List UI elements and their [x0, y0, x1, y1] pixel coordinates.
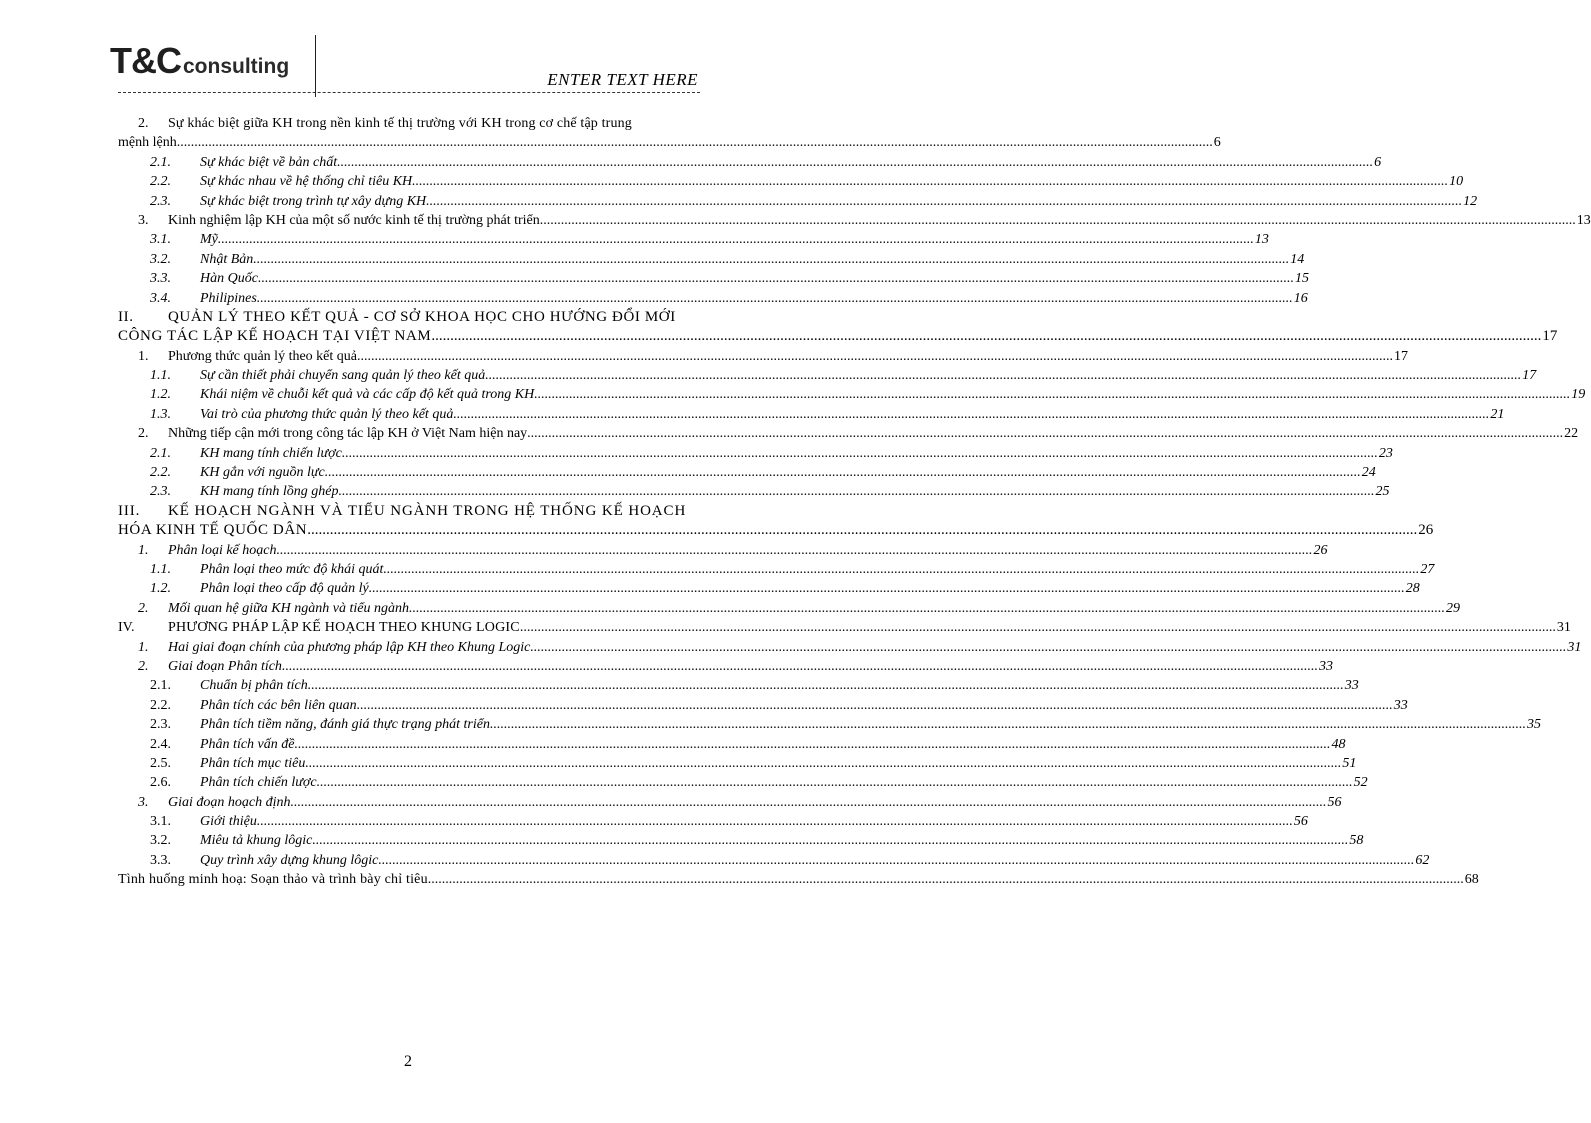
toc-entry-page: 16 [1293, 290, 1308, 306]
dot-leader [527, 424, 1563, 443]
toc-entry-title: Sự khác nhau về hệ thống chỉ tiêu KH [200, 174, 413, 190]
dot-leader [258, 269, 1294, 288]
toc-entry[interactable] [118, 308, 696, 327]
toc-entry-page: 17 [1522, 368, 1537, 384]
toc-entry-title: Giai đoạn Phân tích [168, 658, 282, 674]
toc-entry-title: Hàn Quốc [200, 271, 258, 287]
dot-leader [357, 347, 1393, 366]
toc-entry[interactable] [118, 831, 1364, 850]
toc-entry-continuation[interactable] [118, 133, 1221, 152]
dot-leader [490, 715, 1526, 734]
toc-entry[interactable] [118, 541, 1328, 560]
toc-entry-page: 52 [1353, 775, 1368, 791]
toc-entry-number: 1.1. [150, 561, 171, 577]
toc-entry-number: 2.3. [150, 717, 171, 733]
dot-leader [305, 754, 1341, 773]
dot-leader [276, 541, 1312, 560]
dot-leader [485, 366, 1521, 385]
toc-entry-continuation[interactable] [118, 521, 1434, 540]
toc-entry-page: 68 [1464, 872, 1479, 888]
dot-leader [412, 172, 1448, 191]
dot-leader [409, 599, 1445, 618]
toc-entry-number: 2. [138, 426, 149, 442]
header-dashed-rule [118, 92, 700, 93]
toc-entry-title: Phân loại kế hoạch [168, 542, 277, 558]
toc-entry-title: KH mang tính chiến lược [200, 445, 342, 461]
toc-entry-number: 3.2. [150, 251, 171, 267]
toc-entry-title: Philipines [200, 290, 257, 306]
dot-leader [317, 773, 1353, 792]
toc-entry[interactable] [118, 269, 1309, 288]
toc-entry-title: CÔNG TÁC LẬP KẾ HOẠCH TẠI VIỆT NAM [118, 328, 432, 345]
toc-entry-title: Mối quan hệ giữa KH ngành và tiểu ngành [168, 600, 409, 616]
toc-entry-number: 3.4. [150, 290, 171, 306]
toc-entry-number: 3. [138, 212, 149, 228]
toc-entry-page: 29 [1445, 600, 1460, 616]
toc-entry[interactable] [118, 211, 1591, 230]
toc-entry-title: QUẢN LÝ THEO KẾT QUẢ - CƠ SỞ KHOA HỌC CHO HƯỚNG ĐỔI MỚI [168, 308, 676, 325]
toc-entry-number: 2.4. [150, 736, 171, 752]
toc-entry[interactable] [118, 114, 696, 133]
toc-entry[interactable] [118, 754, 1357, 773]
dot-leader [428, 870, 1464, 889]
toc-entry-number: 2.3. [150, 484, 171, 500]
toc-entry-page: 15 [1294, 271, 1309, 287]
toc-entry-title: Những tiếp cận mới trong công tác lập KH ở Việt Nam hiện nay [168, 426, 528, 442]
toc-entry-page: 13 [1254, 232, 1269, 248]
toc-entry-title: mệnh lệnh [118, 135, 177, 151]
company-logo [110, 40, 289, 82]
toc-entry-page: 33 [1344, 678, 1359, 694]
dot-leader [520, 618, 1556, 637]
toc-entry-title: Sự khác biệt về bản chất [200, 154, 338, 170]
toc-entry-title: KH gắn với nguồn lực [200, 465, 325, 481]
toc-entry-page: 6 [1374, 154, 1382, 170]
toc-entry-number: 2. [138, 600, 149, 616]
toc-entry[interactable] [118, 793, 1342, 812]
toc-entry-page: 17 [1394, 348, 1408, 364]
toc-entry-number: 2.1. [150, 154, 171, 170]
toc-entry[interactable] [118, 676, 1359, 695]
toc-entry-number: 1. [138, 542, 149, 558]
toc-entry-number: 1. [138, 639, 149, 655]
dot-leader [357, 696, 1393, 715]
toc-entry[interactable] [118, 638, 1582, 657]
toc-entry[interactable] [118, 482, 1390, 501]
toc-entry[interactable] [118, 424, 1579, 443]
toc-entry-number: 2.6. [150, 775, 171, 791]
toc-entry-number: 3. [138, 794, 149, 810]
toc-entry-title: Tình huống minh hoạ: Soạn thảo và trình bày chỉ tiêu [118, 872, 428, 888]
toc-entry-number: 1.2. [150, 387, 171, 403]
toc-entry[interactable] [118, 715, 1541, 734]
toc-entry[interactable] [118, 560, 1435, 579]
toc-entry-title: Hai giai đoạn chính của phương pháp lập KH theo Khung Logic [168, 639, 531, 655]
toc-entry[interactable] [118, 366, 1537, 385]
toc-entry-number: 1. [138, 348, 149, 364]
toc-entry-number: 3.2. [150, 833, 171, 849]
toc-entry[interactable] [118, 579, 1420, 598]
toc-entry[interactable] [118, 599, 1460, 618]
dot-leader [218, 230, 1254, 249]
toc-entry[interactable] [118, 812, 1308, 831]
toc-entry-title: Phân tích mục tiêu [200, 755, 306, 771]
dot-leader [534, 385, 1570, 404]
logo-sub: consulting [183, 55, 290, 78]
toc-entry-number: 2.1. [150, 445, 171, 461]
dot-leader [257, 289, 1293, 308]
toc-entry[interactable] [118, 773, 1368, 792]
toc-entry[interactable] [118, 444, 1393, 463]
dot-leader [378, 851, 1414, 870]
toc-entry-number: 3.1. [150, 232, 171, 248]
logo-main: T&C [110, 40, 181, 81]
toc-entry-number: III. [118, 502, 141, 519]
toc-entry[interactable] [118, 153, 1382, 172]
toc-entry-page: 58 [1349, 833, 1364, 849]
dot-leader [253, 250, 1289, 269]
toc-entry-title: Phương thức quản lý theo kết quả [168, 348, 357, 364]
toc-entry-number: 1.3. [150, 406, 171, 422]
toc-entry-number: 2.2. [150, 465, 171, 481]
toc-entry-number: 3.3. [150, 852, 171, 868]
toc-entry-page: 51 [1342, 755, 1357, 771]
toc-entry-title: Vai trò của phương thức quản lý theo kết quả [200, 406, 454, 422]
toc-entry-title: Sự khác biệt trong trình tự xây dựng KH [200, 193, 427, 209]
toc-entry-title: Kinh nghiệm lập KH của một số nước kinh tế thị trường phát triển [168, 212, 540, 228]
toc-entry-page: 23 [1378, 445, 1393, 461]
toc-entry-number: 2. [138, 116, 149, 131]
toc-entry-title: Giới thiệu [200, 814, 257, 830]
dot-leader [308, 676, 1344, 695]
dot-leader [291, 793, 1327, 812]
toc-entry[interactable] [118, 405, 1505, 424]
toc-entry-page: 14 [1290, 251, 1305, 267]
toc-entry[interactable] [118, 735, 1346, 754]
toc-entry[interactable] [118, 463, 1376, 482]
toc-entry-title: Chuẩn bị phân tích [200, 678, 308, 694]
toc-entry-page: 26 [1313, 542, 1328, 558]
dot-leader [431, 327, 1541, 346]
dot-leader [177, 133, 1213, 152]
toc-entry-page: 17 [1542, 328, 1558, 345]
toc-entry-page: 10 [1449, 174, 1464, 190]
dot-leader [530, 638, 1566, 657]
toc-entry-title: KH mang tính lồng ghép [200, 484, 339, 500]
dot-leader [325, 463, 1361, 482]
toc-entry-title: HÓA KINH TẾ QUỐC DÂN [118, 522, 308, 539]
toc-entry-page: 25 [1375, 484, 1390, 500]
toc-entry-title: PHƯƠNG PHÁP LẬP KẾ HOẠCH THEO KHUNG LOGIC [168, 620, 520, 636]
toc-entry-number: 2.3. [150, 193, 171, 209]
dot-leader [383, 560, 1419, 579]
toc-entry-number: II. [118, 308, 134, 325]
toc-entry-title: Khái niệm về chuỗi kết quả và các cấp độ kết quả trong KH [200, 387, 535, 403]
dot-leader [257, 812, 1293, 831]
dot-leader [369, 579, 1405, 598]
dot-leader [338, 482, 1374, 501]
toc-entry-page: 6 [1213, 135, 1221, 151]
toc-entry-number: 2.2. [150, 174, 171, 190]
toc-entry[interactable] [118, 618, 1571, 637]
dot-leader [342, 444, 1378, 463]
toc-entry[interactable] [118, 192, 1478, 211]
dot-leader [337, 153, 1373, 172]
toc-entry-number: IV. [118, 620, 135, 636]
page-number: 2 [404, 1053, 412, 1070]
toc-entry-title: Nhật Bản [200, 251, 254, 267]
toc-entry[interactable] [118, 230, 1269, 249]
toc-entry-page: 26 [1418, 522, 1434, 539]
toc-entry-title: Phân loại theo cấp độ quản lý [200, 581, 369, 597]
toc-entry-title: Giai đoạn hoạch định [168, 794, 291, 810]
toc-entry-number: 3.3. [150, 271, 171, 287]
toc-entry-page: 22 [1564, 426, 1579, 442]
toc-entry[interactable] [118, 870, 1479, 889]
toc-entry-page: 19 [1571, 387, 1586, 403]
toc-entry-number: 2.2. [150, 697, 171, 713]
toc-entry-title: Quy trình xây dựng khung lôgic [200, 852, 379, 868]
toc-entry-page: 13 [1576, 212, 1591, 228]
header-placeholder-text: ENTER TEXT HERE [547, 70, 698, 89]
toc-entry-page: 48 [1331, 736, 1346, 752]
toc-entry[interactable] [118, 347, 1408, 366]
toc-entry-title: Phân loại theo mức độ khái quát [200, 561, 384, 577]
toc-entry-number: 1.1. [150, 368, 171, 384]
toc-entry[interactable] [118, 696, 1408, 715]
toc-entry-page: 12 [1463, 193, 1478, 209]
dot-leader [453, 405, 1489, 424]
dot-leader [312, 831, 1348, 850]
toc-entry-title: Phân tích chiến lược [200, 775, 317, 791]
page-header [0, 0, 816, 100]
toc-entry-number: 2.1. [150, 678, 171, 694]
dot-leader [294, 735, 1330, 754]
toc-entry-page: 33 [1393, 697, 1408, 713]
toc-entry[interactable] [118, 172, 1464, 191]
dot-leader [282, 657, 1318, 676]
toc-entry[interactable] [118, 851, 1430, 870]
toc-entry-title: Phân tích tiềm năng, đánh giá thực trạng phát triển [200, 717, 490, 733]
toc-entry-page: 24 [1361, 465, 1376, 481]
toc-entry-title: Miêu tả khung lôgic [200, 833, 313, 849]
toc-entry-page: 35 [1526, 717, 1541, 733]
toc-entry[interactable] [118, 289, 1308, 308]
dot-leader [426, 192, 1462, 211]
toc-entry-title: Phân tích các bên liên quan [200, 697, 357, 713]
toc-entry-title: Mỹ [200, 232, 218, 248]
toc-entry-page: 62 [1415, 852, 1430, 868]
dot-leader [307, 521, 1417, 540]
toc-entry[interactable] [118, 502, 696, 521]
toc-entry-page: 33 [1318, 658, 1333, 674]
toc-entry-number: 1.2. [150, 581, 171, 597]
toc-entry-title: Phân tích vấn đề [200, 736, 295, 752]
toc-entry-page: 31 [1567, 639, 1582, 655]
toc-entry-number: 3.1. [150, 814, 171, 830]
toc-entry-page: 27 [1420, 561, 1435, 577]
toc-entry-title: KẾ HOẠCH NGÀNH VÀ TIỂU NGÀNH TRONG HỆ THỐNG KẾ HOẠCH [168, 502, 687, 519]
toc-entry-continuation[interactable] [118, 327, 1558, 346]
toc-entry-page: 28 [1405, 581, 1420, 597]
toc-entry[interactable] [118, 385, 1586, 404]
toc-entry-page: 31 [1556, 620, 1571, 636]
toc-entry[interactable] [118, 250, 1305, 269]
header-divider [315, 35, 316, 97]
toc-entry-number: 2.5. [150, 755, 171, 771]
toc-entry-number: 2. [138, 658, 149, 674]
toc-entry-page: 56 [1293, 814, 1308, 830]
toc-entry[interactable] [118, 657, 1333, 676]
toc-entry-page: 56 [1327, 794, 1342, 810]
toc-entry-title: Sự khác biệt giữa KH trong nền kinh tế thị trường với KH trong cơ chế tập trung [168, 116, 632, 131]
dot-leader [540, 211, 1576, 230]
table-of-contents [118, 114, 1591, 890]
toc-entry-page: 21 [1490, 406, 1505, 422]
toc-entry-title: Sự cần thiết phải chuyển sang quản lý theo kết quả [200, 368, 486, 384]
